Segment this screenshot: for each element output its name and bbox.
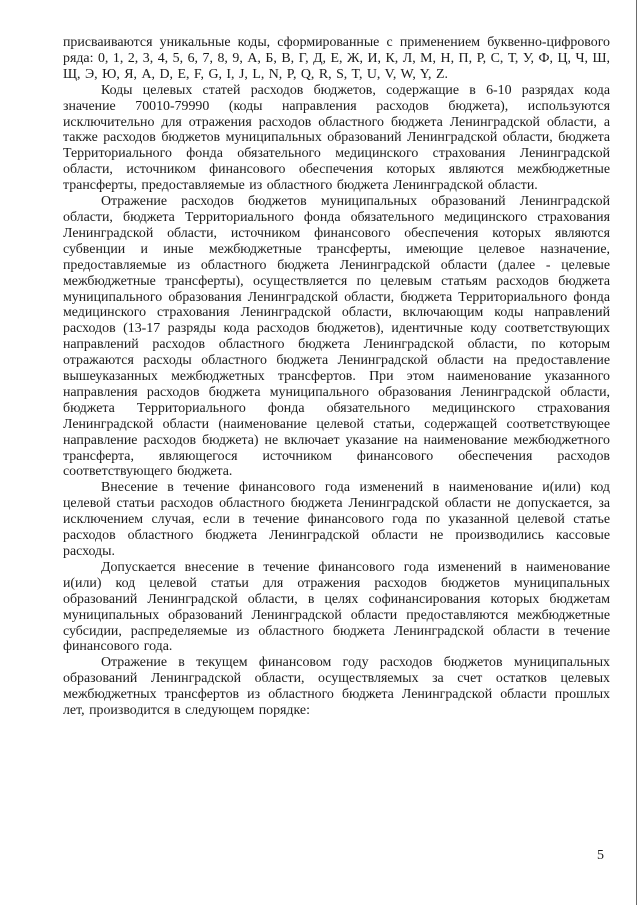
paragraph-changes-prohibited: Внесение в течение финансового года изменений в наименование и(или) код целевой статьи расходов областного бюджета Ленинградской области не допускается, за исключением случая, если в течение финансового года по указанной целевой статье расходов областного бюджета Ленинградской области не производились кассовые расходы. xyxy=(63,480,610,559)
page-edge-line xyxy=(636,0,637,905)
document-body xyxy=(63,35,610,719)
paragraph-changes-allowed: Допускается внесение в течение финансового года изменений в наименование и(или) код целевой статьи для отражения расходов бюджетов муниципальных образований Ленинградской области, в целях софинансирования которых бюджетам муниципальных образований Ленинградской области предоставляются межбюджетные субсидии, распределяемые из областного бюджета Ленинградской области в течение финансового года. xyxy=(63,559,610,655)
paragraph-target-codes: Коды целевых статей расходов бюджетов, содержащие в 6-10 разрядах кода значение 70010-79990 (коды направления расходов бюджета), используются исключительно для отражения расходов областного бюджета Ленинградской области, а также расходов бюджетов муниципальных образований Ленинградской области, бюджета Территориального фонда обязательного медицинского страхования Ленинградской области, источником финансового обеспечения которых являются межбюджетные трансферты, предоставляемые из областного бюджета Ленинградской области. xyxy=(63,82,610,194)
paragraph-balances-procedure: Отражение в текущем финансовом году расходов бюджетов муниципальных образований Ленинградской области, осуществляемых за счет остатков целевых межбюджетных трансфертов из областного бюджета Ленинградской области прошлых лет, производится в следующем порядке: xyxy=(63,655,610,719)
page-number: 5 xyxy=(597,848,604,863)
paragraph-municipal-expenses: Отражение расходов бюджетов муниципальных образований Ленинградской области, бюджета Территориального фонда обязательного медицинского страхования Ленинградской области, источником финансового обеспечения которых являются субвенции и иные межбюджетные трансферты, имеющие целевое назначение, предоставляемые из областного бюджета Ленинградской области (далее - целевые межбюджетные трансферты), осуществляется по целевым статьям расходов бюджета муниципального образования Ленинградской области, бюджета Территориального фонда медицинского страхования Ленинградской области, включающим коды направлений расходов (13-17 разряды кода расходов бюджетов), идентичные коду соответствующих направлений расходов областного бюджета Ленинградской области, по которым отражаются расходы областного бюджета Ленинградской области на предоставление вышеуказанных межбюджетных трансфертов. При этом наименование указанного направления расходов бюджета муниципального образования Ленинградской области, бюджета Территориального фонда обязательного медицинского страхования Ленинградской области (наименование целевой статьи, содержащей соответствующее направление расходов бюджета) не включает указание на наименование межбюджетного трансферта, являющегося источником финансового обеспечения расходов соответствующего бюджета. xyxy=(63,194,610,480)
paragraph-continuation: присваиваются уникальные коды, сформированные с применением буквенно-цифрового ряда: 0, 1, 2, 3, 4, 5, 6, 7, 8, 9, А, Б, В, Г, Д, Е, Ж, И, К, Л, М, Н, П, Р, С, Т, У, Ф, Ц, Ч, Ш, Щ, Э, Ю, Я, A, D, E, F, G, I, J, L, N, P, Q, R, S, T, U, V, W, Y, Z. xyxy=(63,35,610,82)
